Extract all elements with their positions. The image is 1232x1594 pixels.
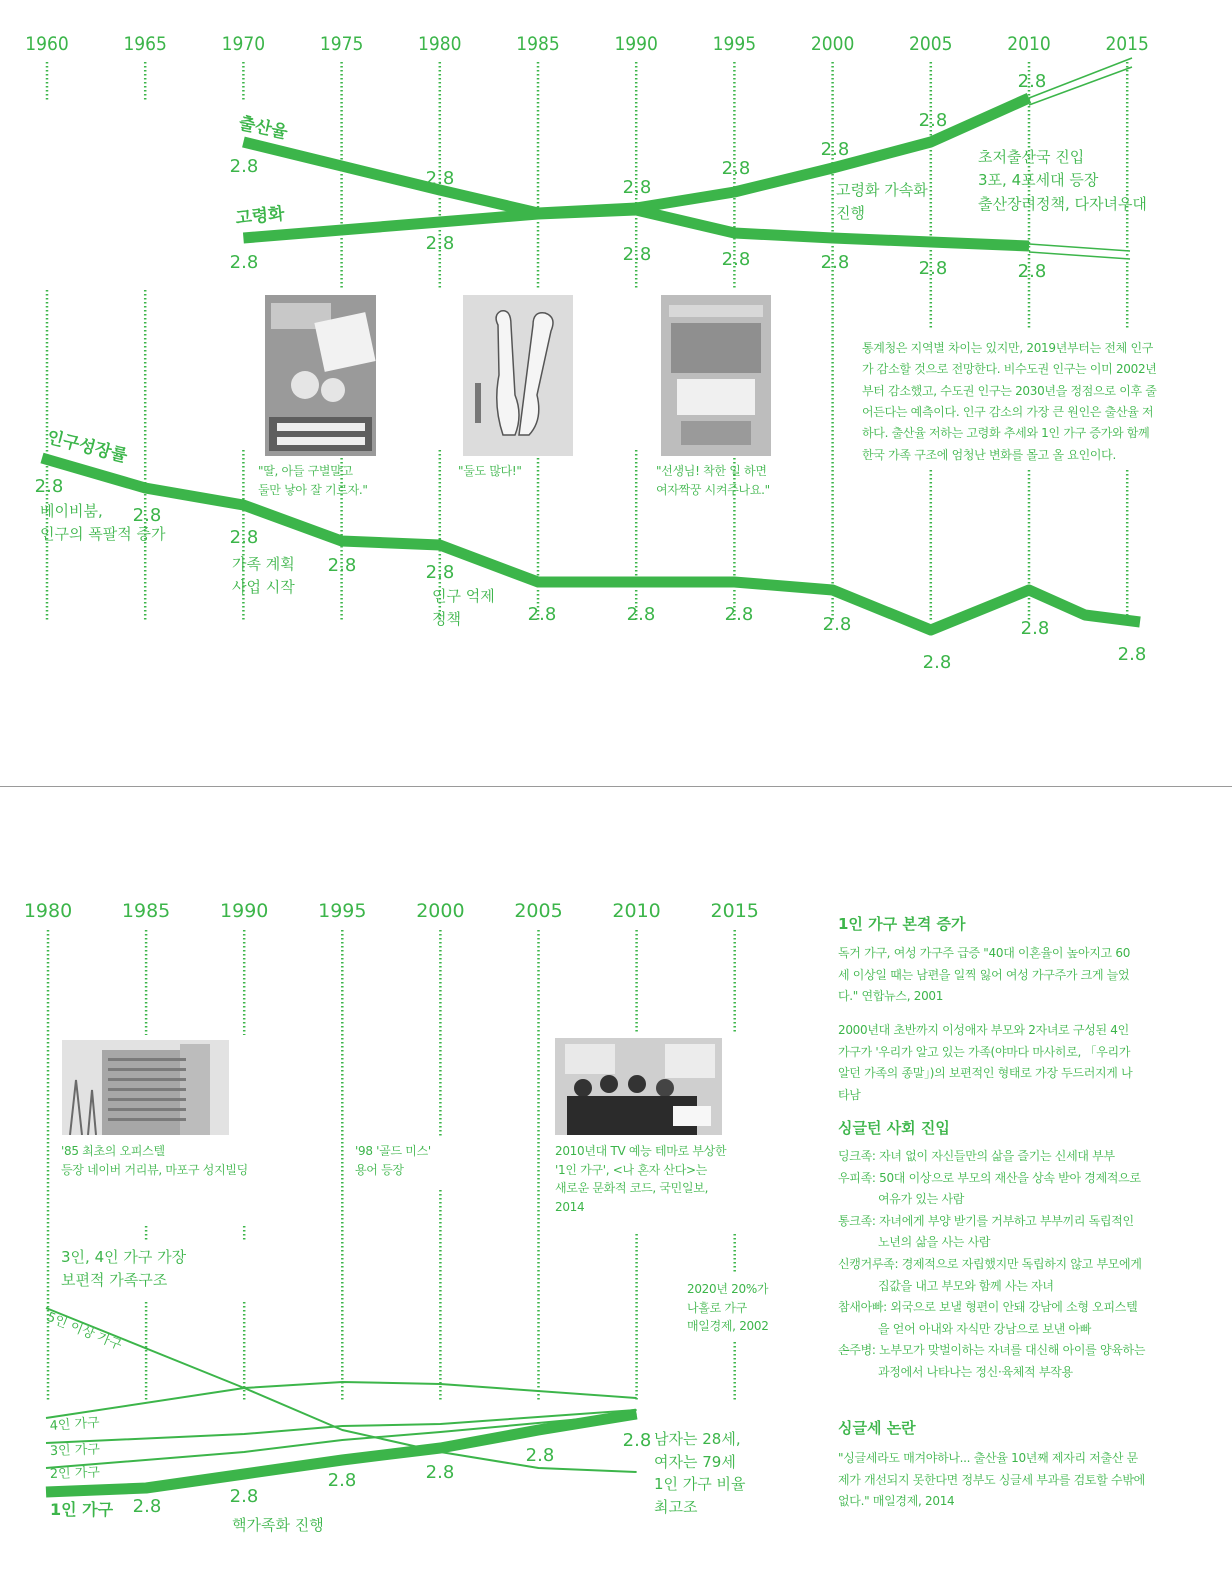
x-tick-label: 1985 (121, 900, 171, 922)
data-label-growth: 2.8 (425, 562, 455, 583)
series-3person-name: 3인 가구 (49, 1442, 101, 1459)
data-label-growth: 2.8 (1117, 644, 1147, 665)
caption-officetel: '85 최초의 오피스텔 등장 네이버 거리뷰, 마포구 성지빌딩 (61, 1144, 248, 1177)
x-tick-label: 2015 (710, 900, 759, 922)
data-label-1person: 2.8 (622, 1430, 652, 1451)
data-label-aging: 2.8 (622, 244, 652, 265)
data-label-birthrate: 2.8 (622, 177, 652, 198)
statement-text: 통계청은 지역별 차이는 있지만, 2019년부터는 전체 인구가 감소할 것으로 전망한다. 비수도권 인구는 이미 2002년부터 감소했고, 수도권 인구는 2030년을 정점으로 이후 줄어든다는 예측이다. 인구 감소의 가장 큰 원인은 출산율 저하다. 출산율 저하는 고령화 추세와 1인 가구 증가와 함께 한국 가족 구조에 엄청난 변화를 몰고 올 요인이다. (862, 341, 1157, 462)
series-5plus-name: 5인 이상 가구 (44, 1309, 124, 1354)
series-1person-name: 1인 가구 (50, 1500, 114, 1519)
data-label-growth: 2.8 (822, 614, 852, 635)
caption-goldmiss: '98 '골드 미스' 용어 등장 (355, 1144, 431, 1177)
annot-babyboom: 베이비붐, 인구의 폭팔적 증가 (40, 502, 166, 544)
caption-poster3: "선생님! 착한 일 하면 여자짝꿍 시켜주나요." (656, 464, 770, 497)
data-label-growth: 2.8 (626, 604, 656, 625)
annot-ultralow: 초저출산국 진입 3포, 4포세대 등장 출산장려정책, 다자녀우대 (978, 148, 1147, 213)
data-label-growth: 2.8 (229, 527, 259, 548)
x-tick-label: 2000 (416, 900, 465, 922)
x-tick-label: 1990 (220, 900, 269, 922)
data-label-growth: 2.8 (34, 476, 64, 497)
x-tick-label: 2015 (1105, 33, 1149, 55)
x-tick-label: 1975 (319, 33, 364, 55)
data-label-birthrate: 2.8 (918, 110, 948, 131)
data-label-growth: 2.8 (922, 652, 952, 673)
list-item: 딩크족: 자녀 없이 자신들만의 삶을 즐기는 신세대 부부 (838, 1149, 1115, 1163)
annot-aging: 고령화 가속화 진행 (836, 181, 928, 223)
data-label-1person: 2.8 (327, 1470, 357, 1491)
x-tick-label: 1965 (123, 33, 167, 55)
series-aging-name: 고령화 (234, 203, 286, 229)
series-growth-name: 인구성장률 (44, 427, 130, 467)
series-2person-name: 2인 가구 (49, 1465, 101, 1482)
data-label-aging: 2.8 (820, 252, 850, 273)
caption-poster1: "딸, 아들 구별말고 둘만 낳아 잘 기르자." (258, 464, 368, 497)
series-birthrate-name: 출산율 (236, 113, 290, 144)
data-label-growth: 2.8 (132, 505, 162, 526)
x-tick-label: 2010 (612, 900, 661, 922)
list-item: 신캥거루족: 경제적으로 자립했지만 독립하지 않고 부모에게 집값을 내고 부모와 함께 사는 자녀 (838, 1256, 1142, 1293)
heading-singleton: 싱글턴 사회 진입 (838, 1119, 950, 1137)
list-item: 통크족: 자녀에게 부양 받기를 거부하고 부부끼리 독립적인 노년의 삶을 사는 사람 (838, 1213, 1134, 1250)
data-label-1person: 2.8 (132, 1496, 162, 1517)
x-tick-label: 2005 (909, 33, 953, 55)
list-item: 손주병: 노부모가 맞벌이하는 자녀를 대신해 아이를 양육하는 과정에서 나타나는 정신·육체적 부작용 (838, 1343, 1146, 1379)
data-label-birthrate: 2.8 (229, 156, 259, 177)
caption-poster2: "둘도 많다!" (458, 464, 522, 478)
data-label-1person: 2.8 (425, 1462, 455, 1483)
heading-single-household: 1인 가구 본격 증가 (838, 915, 966, 933)
data-label-growth: 2.8 (1020, 618, 1050, 639)
heading-single-tax: 싱글세 논란 (838, 1419, 916, 1437)
para-single-household-1: 독거 가구, 여성 가구주 급증 "40대 이혼율이 높아지고 60세 이상일 때는 남편을 일찍 잃어 여성 가구주가 크게 늘었다." 연합뉴스, 2001 (838, 946, 1131, 1004)
data-label-1person: 2.8 (229, 1486, 259, 1507)
x-tick-label: 1995 (318, 900, 367, 922)
photo-officetel (62, 1040, 229, 1135)
x-tick-label: 1980 (23, 900, 73, 922)
annot-family-plan: 가족 계획 사업 시작 (232, 555, 295, 597)
data-label-growth: 2.8 (327, 555, 357, 576)
para-single-household-2: 2000년대 초반까지 이성애자 부모와 2자녀로 구성된 4인 가구가 '우리가 알고 있는 가족(야마다 마사히로, 「우리가 알던 가족의 종말」)의 보편적인 형태로 가장 두드러지게 나타남 (838, 1023, 1133, 1102)
para-single-tax: "싱글세라도 매겨야하나... 출산율 10년째 제자리 저출산 문제가 개선되지 못한다면 정부도 싱글세 부과를 검토할 수밖에 없다." 매일경제, 2014 (838, 1451, 1145, 1509)
annot-forecast: 2020년 20%가 나홀로 가구 매일경제, 2002 (687, 1282, 769, 1334)
x-tick-label: 2010 (1007, 33, 1051, 55)
x-tick-label: 1980 (418, 33, 462, 55)
data-label-aging: 2.8 (918, 258, 948, 279)
annot-nuclear: 핵가족화 진행 (232, 1516, 324, 1534)
x-tick-label: 1970 (221, 33, 266, 55)
x-tick-label: 1995 (712, 33, 757, 55)
data-label-aging: 2.8 (425, 233, 455, 254)
data-label-birthrate: 2.8 (1017, 71, 1047, 92)
data-label-1person: 2.8 (525, 1445, 555, 1466)
list-item: 참새아빠: 외국으로 보낼 형편이 안돼 강남에 소형 오피스텔을 얻어 아내와 자식만 강남으로 보낸 아빠 (838, 1300, 1138, 1336)
data-label-birthrate: 2.8 (721, 158, 751, 179)
data-label-aging: 2.8 (229, 252, 259, 273)
annot-common-family: 3인, 4인 가구 가장 보편적 가족구조 (61, 1248, 187, 1290)
data-label-aging: 2.8 (721, 249, 751, 270)
series-4person-name: 4인 가구 (49, 1415, 101, 1434)
data-label-birthrate: 2.8 (425, 168, 455, 189)
data-label-growth: 2.8 (724, 604, 754, 625)
x-tick-label: 1990 (614, 33, 658, 55)
annot-record: 남자는 28세, 여자는 79세 1인 가구 비율 최고조 (654, 1430, 746, 1516)
photo-tv-show (555, 1038, 722, 1135)
x-tick-label: 1960 (25, 33, 69, 55)
series-aging-projection (1029, 252, 1130, 259)
data-label-aging: 2.8 (1017, 261, 1047, 282)
singleton-list (838, 1146, 1148, 1384)
caption-tv: 2010년대 TV 예능 테마로 부상한 '1인 가구', <나 혼자 산다>는 새로운 문화적 코드, 국민일보, 2014 (555, 1144, 727, 1214)
list-item: 우피족: 50대 이상으로 부모의 재산을 상속 받아 경제적으로 여유가 있는 사람 (838, 1170, 1141, 1207)
x-tick-label: 2000 (810, 33, 855, 55)
data-label-growth: 2.8 (527, 604, 557, 625)
annot-suppress: 인구 억제 정책 (432, 587, 495, 629)
x-tick-label: 1985 (516, 33, 560, 55)
data-label-birthrate: 2.8 (820, 139, 850, 160)
series-aging-projection (1029, 244, 1130, 251)
x-tick-label: 2005 (514, 900, 563, 922)
